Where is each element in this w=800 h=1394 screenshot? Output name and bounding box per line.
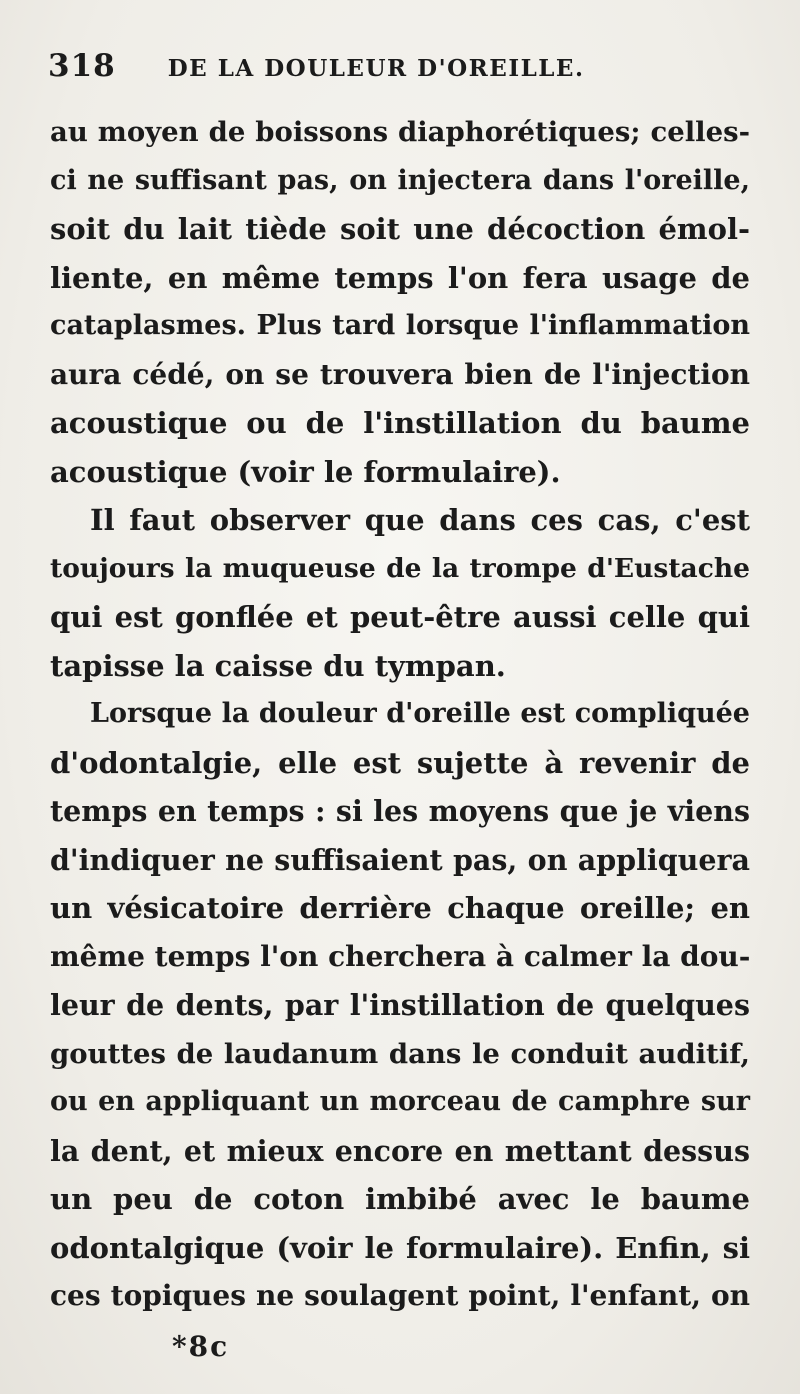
text-line: odontalgique (voir le formulaire). Enfin, si [50,1230,750,1265]
text-line: tapisse la caisse du tympan. [50,648,506,683]
text-line: liente, en même temps l'on fera usage de [50,260,750,295]
text-line: ces topiques ne soulagent point, l'enfant, on [50,1279,750,1312]
paragraph-first-line: Lorsque la douleur d'oreille est compliquée [90,698,750,729]
page-header [48,48,748,98]
text-line: aura cédé, on se trouvera bien de l'injection [50,357,750,391]
text-line: acoustique ou de l'instillation du baume [50,406,750,440]
text-line: acoustique (voir le formulaire). [50,454,561,489]
text-line: d'indiquer ne suffisaient pas, on appliquera [50,842,750,877]
printer-signature-mark: *8c [172,1330,230,1363]
text-line: même temps l'on cherchera à calmer la dou- [50,939,751,973]
body-text [50,108,750,1321]
page-number: 318 [48,48,116,84]
text-line: qui est gonflée et peut-être aussi celle qui [50,600,750,634]
text-line: leur de dents, par l'instillation de quelques [50,988,750,1022]
text-line: gouttes de laudanum dans le conduit auditif, [50,1037,750,1070]
text-line: au moyen de boissons diaphorétiques; celles- [50,116,750,148]
text-line: temps en temps : si les moyens que je viens [50,794,750,828]
text-line: un peu de coton imbibé avec le baume [50,1182,750,1216]
text-line: ou en appliquant un morceau de camphre sur [50,1086,750,1117]
paragraph-first-line: Il faut observer que dans ces cas, c'est [90,503,750,537]
text-line: ci ne suffisant pas, on injectera dans l'oreille, [50,164,750,196]
text-line: la dent, et mieux encore en mettant dessus [50,1133,750,1168]
text-line: soit du lait tiède soit une décoction émol- [50,212,750,246]
text-line: cataplasmes. Plus tard lorsque l'inflammation [50,310,750,341]
text-line: toujours la muqueuse de la trompe d'Eustache [50,552,750,584]
running-title: DE LA DOULEUR D'OREILLE. [167,55,585,82]
text-line: d'odontalgie, elle est sujette à revenir de [50,745,750,780]
text-line: un vésicatoire derrière chaque oreille; en [50,891,750,925]
